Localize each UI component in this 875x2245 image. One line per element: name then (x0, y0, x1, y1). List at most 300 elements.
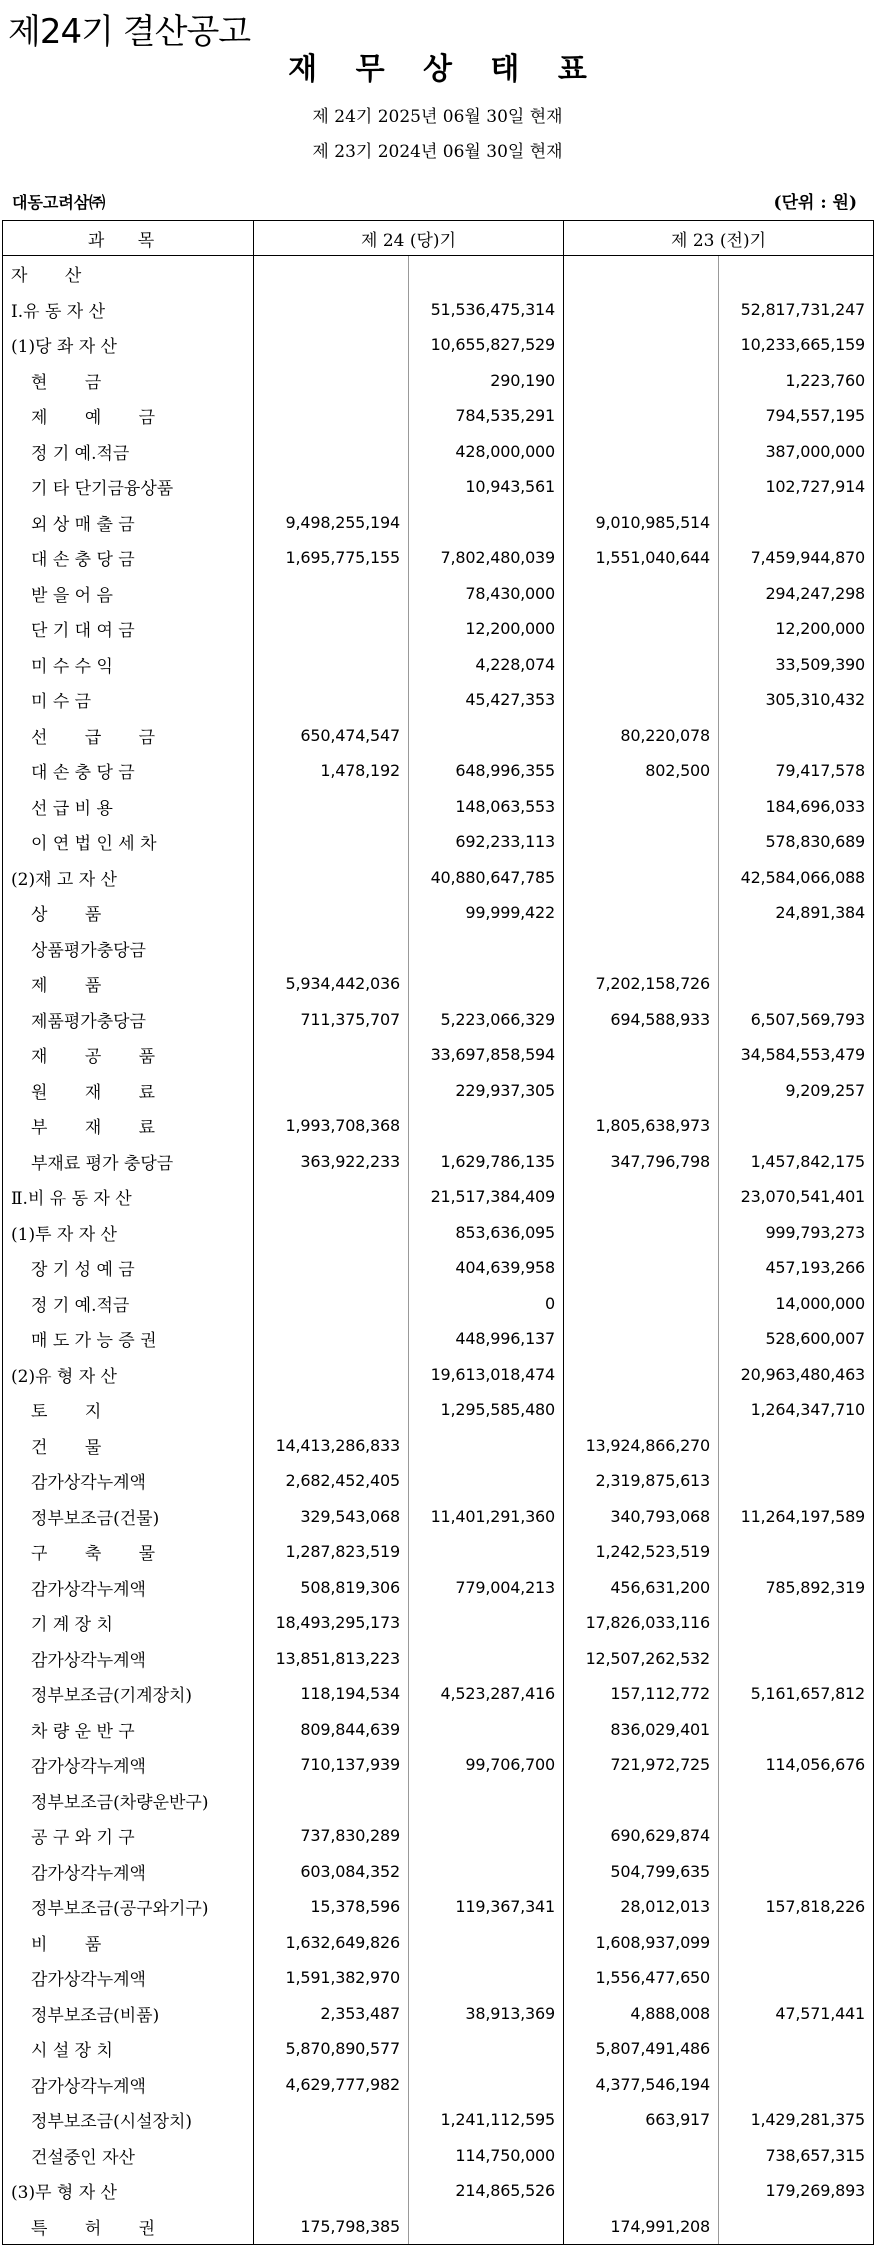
prior-detail-amount (564, 363, 719, 399)
account-label: 선 급 비 용 (31, 798, 113, 819)
table-row (3, 2102, 874, 2138)
prior-total-amount (719, 2209, 874, 2245)
current-detail-amount: 1,478,192 (254, 753, 409, 789)
current-detail-amount (254, 1037, 409, 1073)
current-detail-amount (254, 363, 409, 399)
current-total-amount: 779,004,213 (409, 1570, 564, 1606)
account-name (3, 327, 254, 363)
current-total-amount: 114,750,000 (409, 2138, 564, 2174)
current-total-amount (409, 1712, 564, 1748)
account-name (3, 1818, 254, 1854)
account-label: 정부보조금(비품) (31, 2005, 160, 2026)
current-detail-amount: 710,137,939 (254, 1747, 409, 1783)
current-total-amount: 4,228,074 (409, 647, 564, 683)
current-total-amount (409, 1818, 564, 1854)
current-total-amount: 7,802,480,039 (409, 540, 564, 576)
column-header-account: 과 목 (3, 221, 254, 256)
current-detail-amount: 175,798,385 (254, 2209, 409, 2245)
account-name (3, 1854, 254, 1890)
prior-detail-amount (564, 647, 719, 683)
current-detail-amount (254, 1392, 409, 1428)
account-label: 외 상 매 출 금 (31, 514, 135, 535)
current-total-amount (409, 1960, 564, 1996)
current-detail-amount (254, 895, 409, 931)
prior-detail-amount (564, 292, 719, 328)
table-row (3, 1676, 874, 1712)
account-label: 정부보조금(건물) (31, 1508, 160, 1529)
current-total-amount (409, 2209, 564, 2245)
prior-total-amount: 785,892,319 (719, 1570, 874, 1606)
current-total-amount: 78,430,000 (409, 576, 564, 612)
account-label: 정부보조금(시설장치) (31, 2112, 193, 2133)
prior-detail-amount (564, 611, 719, 647)
account-name (3, 469, 254, 505)
account-name (3, 1783, 254, 1819)
current-detail-amount: 14,413,286,833 (254, 1428, 409, 1464)
prior-total-amount: 457,193,266 (719, 1250, 874, 1286)
current-detail-amount: 15,378,596 (254, 1889, 409, 1925)
account-label: (1)당 좌 자 산 (11, 337, 117, 358)
current-total-amount (409, 1925, 564, 1961)
current-total-amount: 1,629,786,135 (409, 1144, 564, 1180)
account-name (3, 292, 254, 328)
table-row (3, 1179, 874, 1215)
account-label: 감가상각누계액 (31, 2076, 146, 2097)
table-row (3, 1960, 874, 1996)
account-name (3, 2173, 254, 2209)
prior-total-amount (719, 1960, 874, 1996)
current-total-amount: 214,865,526 (409, 2173, 564, 2209)
account-label: 감가상각누계액 (31, 1650, 146, 1671)
current-total-amount: 11,401,291,360 (409, 1499, 564, 1535)
prior-detail-amount: 690,629,874 (564, 1818, 719, 1854)
account-label: 선 급 금 (31, 727, 156, 748)
prior-detail-amount (564, 860, 719, 896)
account-name (3, 1215, 254, 1251)
account-label: 정 기 예.적금 (31, 443, 130, 464)
prior-total-amount (719, 1783, 874, 1819)
table-row (3, 1996, 874, 2032)
prior-detail-amount (564, 434, 719, 470)
table-row (3, 1321, 874, 1357)
prior-total-amount (719, 1605, 874, 1641)
account-name (3, 1321, 254, 1357)
prior-total-amount: 23,070,541,401 (719, 1179, 874, 1215)
table-row (3, 256, 874, 292)
prior-detail-amount (564, 789, 719, 825)
prior-total-amount: 578,830,689 (719, 824, 874, 860)
current-detail-amount (254, 292, 409, 328)
prior-detail-amount (564, 1250, 719, 1286)
current-total-amount: 119,367,341 (409, 1889, 564, 1925)
current-total-amount: 12,200,000 (409, 611, 564, 647)
table-row (3, 505, 874, 541)
company-name: 대동고려삼㈜ (12, 193, 106, 212)
current-detail-amount: 9,498,255,194 (254, 505, 409, 541)
current-total-amount (409, 1534, 564, 1570)
column-header-current: 제 24 (당)기 (254, 221, 564, 256)
current-detail-amount (254, 327, 409, 363)
table-row (3, 1002, 874, 1038)
account-label: 차 량 운 반 구 (31, 1721, 135, 1742)
prior-detail-amount: 174,991,208 (564, 2209, 719, 2245)
table-row (3, 1286, 874, 1322)
prior-total-amount: 114,056,676 (719, 1747, 874, 1783)
account-name (3, 1641, 254, 1677)
table-row (3, 1108, 874, 1144)
current-detail-amount (254, 611, 409, 647)
current-detail-amount (254, 1321, 409, 1357)
account-label: 제품평가충당금 (31, 1011, 146, 1032)
prior-detail-amount: 836,029,401 (564, 1712, 719, 1748)
account-label: 정부보조금(기계장치) (31, 1686, 193, 1707)
account-label: 감가상각누계액 (31, 1970, 146, 1991)
current-total-amount: 290,190 (409, 363, 564, 399)
current-total-amount: 51,536,475,314 (409, 292, 564, 328)
prior-total-amount: 1,223,760 (719, 363, 874, 399)
column-header-prior: 제 23 (전)기 (564, 221, 874, 256)
current-detail-amount (254, 931, 409, 967)
table-row (3, 2067, 874, 2103)
prior-detail-amount: 157,112,772 (564, 1676, 719, 1712)
table-row (3, 1215, 874, 1251)
prior-total-amount (719, 256, 874, 292)
current-detail-amount: 650,474,547 (254, 718, 409, 754)
current-detail-amount (254, 860, 409, 896)
account-name (3, 611, 254, 647)
current-detail-amount: 1,993,708,368 (254, 1108, 409, 1144)
prior-detail-amount: 80,220,078 (564, 718, 719, 754)
account-label: 건설중인 자산 (31, 2147, 135, 2168)
current-detail-amount: 1,695,775,155 (254, 540, 409, 576)
current-detail-amount (254, 1179, 409, 1215)
table-row (3, 1463, 874, 1499)
account-name (3, 1108, 254, 1144)
prior-detail-amount: 1,242,523,519 (564, 1534, 719, 1570)
prior-total-amount: 47,571,441 (719, 1996, 874, 2032)
current-total-amount: 33,697,858,594 (409, 1037, 564, 1073)
prior-total-amount (719, 1818, 874, 1854)
account-label: (2)재 고 자 산 (11, 869, 117, 890)
account-name (3, 363, 254, 399)
current-total-amount (409, 1641, 564, 1677)
account-label: 매 도 가 능 증 권 (31, 1331, 157, 1352)
prior-total-amount: 33,509,390 (719, 647, 874, 683)
current-total-amount (409, 718, 564, 754)
account-label: 자 산 (11, 266, 82, 287)
current-detail-amount: 5,870,890,577 (254, 2031, 409, 2067)
table-row (3, 1641, 874, 1677)
prior-detail-amount (564, 1286, 719, 1322)
current-detail-amount (254, 1250, 409, 1286)
account-label: 감가상각누계액 (31, 1757, 146, 1778)
current-total-amount: 229,937,305 (409, 1073, 564, 1109)
current-total-amount: 428,000,000 (409, 434, 564, 470)
prior-detail-amount: 28,012,013 (564, 1889, 719, 1925)
prior-total-amount (719, 931, 874, 967)
account-name (3, 1747, 254, 1783)
account-label: 재 공 품 (31, 1047, 156, 1068)
prior-total-amount: 999,793,273 (719, 1215, 874, 1251)
account-name (3, 1250, 254, 1286)
prior-detail-amount: 1,608,937,099 (564, 1925, 719, 1961)
table-row (3, 895, 874, 931)
table-row (3, 1570, 874, 1606)
current-total-amount: 648,996,355 (409, 753, 564, 789)
prior-total-amount: 12,200,000 (719, 611, 874, 647)
table-row (3, 1073, 874, 1109)
prior-total-amount: 1,457,842,175 (719, 1144, 874, 1180)
page-title: 제24기 결산공고 (8, 12, 251, 52)
account-name (3, 576, 254, 612)
prior-detail-amount: 17,826,033,116 (564, 1605, 719, 1641)
prior-detail-amount: 694,588,933 (564, 1002, 719, 1038)
prior-detail-amount: 13,924,866,270 (564, 1428, 719, 1464)
account-label: 받 을 어 음 (31, 585, 113, 606)
account-name (3, 398, 254, 434)
period-prior: 제 23기 2024년 06월 30일 현재 (312, 142, 563, 162)
prior-detail-amount (564, 1215, 719, 1251)
account-name (3, 718, 254, 754)
prior-detail-amount (564, 1037, 719, 1073)
account-label: 제 품 (31, 976, 102, 997)
account-label: 이 연 법 인 세 차 (31, 834, 157, 855)
current-detail-amount (254, 2102, 409, 2138)
current-total-amount (409, 931, 564, 967)
prior-total-amount: 1,429,281,375 (719, 2102, 874, 2138)
account-name (3, 540, 254, 576)
prior-detail-amount: 7,202,158,726 (564, 966, 719, 1002)
account-label: 토 지 (31, 1402, 102, 1423)
account-name (3, 895, 254, 931)
account-label: 현 금 (31, 372, 102, 393)
prior-total-amount (719, 966, 874, 1002)
current-total-amount: 0 (409, 1286, 564, 1322)
current-total-amount: 21,517,384,409 (409, 1179, 564, 1215)
current-detail-amount: 737,830,289 (254, 1818, 409, 1854)
account-name (3, 1534, 254, 1570)
current-total-amount: 148,063,553 (409, 789, 564, 825)
current-total-amount (409, 1428, 564, 1464)
current-detail-amount: 2,682,452,405 (254, 1463, 409, 1499)
account-name (3, 789, 254, 825)
current-detail-amount: 13,851,813,223 (254, 1641, 409, 1677)
account-name (3, 1357, 254, 1393)
prior-detail-amount: 721,972,725 (564, 1747, 719, 1783)
prior-total-amount: 11,264,197,589 (719, 1499, 874, 1535)
account-name (3, 1463, 254, 1499)
account-name (3, 1037, 254, 1073)
account-label: 단 기 대 여 금 (31, 621, 135, 642)
current-detail-amount (254, 682, 409, 718)
account-name (3, 1073, 254, 1109)
prior-total-amount (719, 1108, 874, 1144)
table-row (3, 363, 874, 399)
current-total-amount: 40,880,647,785 (409, 860, 564, 896)
account-name (3, 1996, 254, 2032)
prior-detail-amount: 802,500 (564, 753, 719, 789)
prior-total-amount: 794,557,195 (719, 398, 874, 434)
account-label: 시 설 장 치 (31, 2041, 113, 2062)
account-label: 건 물 (31, 1437, 102, 1458)
current-detail-amount: 711,375,707 (254, 1002, 409, 1038)
account-name (3, 1570, 254, 1606)
prior-total-amount: 24,891,384 (719, 895, 874, 931)
table-row (3, 1747, 874, 1783)
prior-detail-amount: 347,796,798 (564, 1144, 719, 1180)
table-row (3, 1925, 874, 1961)
prior-detail-amount: 340,793,068 (564, 1499, 719, 1535)
prior-total-amount (719, 1428, 874, 1464)
prior-detail-amount (564, 1392, 719, 1428)
account-name (3, 1428, 254, 1464)
table-row (3, 931, 874, 967)
account-label: 정부보조금(차량운반구) (31, 1792, 209, 1813)
table-row (3, 469, 874, 505)
current-detail-amount: 118,194,534 (254, 1676, 409, 1712)
prior-total-amount: 34,584,553,479 (719, 1037, 874, 1073)
account-label: (3)무 형 자 산 (11, 2183, 117, 2204)
prior-detail-amount: 4,888,008 (564, 1996, 719, 2032)
prior-detail-amount (564, 1073, 719, 1109)
prior-detail-amount (564, 1179, 719, 1215)
current-total-amount (409, 1854, 564, 1890)
prior-total-amount: 10,233,665,159 (719, 327, 874, 363)
account-name (3, 647, 254, 683)
current-detail-amount (254, 1357, 409, 1393)
prior-total-amount: 20,963,480,463 (719, 1357, 874, 1393)
prior-total-amount (719, 1712, 874, 1748)
current-detail-amount (254, 469, 409, 505)
current-detail-amount (254, 434, 409, 470)
account-name (3, 2031, 254, 2067)
table-row (3, 327, 874, 363)
prior-detail-amount (564, 327, 719, 363)
prior-detail-amount: 663,917 (564, 2102, 719, 2138)
current-detail-amount (254, 647, 409, 683)
table-row (3, 753, 874, 789)
current-total-amount: 45,427,353 (409, 682, 564, 718)
account-name (3, 1676, 254, 1712)
prior-detail-amount: 1,551,040,644 (564, 540, 719, 576)
prior-total-amount (719, 718, 874, 754)
current-detail-amount: 2,353,487 (254, 1996, 409, 2032)
table-row (3, 2031, 874, 2067)
prior-detail-amount: 1,556,477,650 (564, 1960, 719, 1996)
account-label: 공 구 와 기 구 (31, 1828, 135, 1849)
prior-total-amount (719, 1641, 874, 1677)
prior-total-amount (719, 2067, 874, 2103)
account-name (3, 824, 254, 860)
account-name (3, 505, 254, 541)
prior-total-amount: 305,310,432 (719, 682, 874, 718)
account-name (3, 1179, 254, 1215)
prior-detail-amount (564, 1357, 719, 1393)
table-row (3, 434, 874, 470)
current-total-amount (409, 1108, 564, 1144)
current-total-amount (409, 2031, 564, 2067)
prior-detail-amount (564, 824, 719, 860)
table-row (3, 398, 874, 434)
table-row (3, 1889, 874, 1925)
table-row (3, 966, 874, 1002)
prior-total-amount: 6,507,569,793 (719, 1002, 874, 1038)
prior-total-amount (719, 505, 874, 541)
table-row (3, 1037, 874, 1073)
current-detail-amount: 1,287,823,519 (254, 1534, 409, 1570)
account-name (3, 1960, 254, 1996)
table-row (3, 1605, 874, 1641)
current-total-amount: 4,523,287,416 (409, 1676, 564, 1712)
account-label: 부 재 료 (31, 1118, 156, 1139)
account-label: 기 계 장 치 (31, 1615, 113, 1636)
account-name (3, 753, 254, 789)
prior-total-amount: 294,247,298 (719, 576, 874, 612)
current-detail-amount (254, 256, 409, 292)
account-name (3, 931, 254, 967)
account-label: 기 타 단기금융상품 (31, 479, 174, 500)
table-row (3, 611, 874, 647)
current-total-amount (409, 1463, 564, 1499)
unit-label: (단위 : 원) (773, 193, 857, 213)
account-name (3, 1712, 254, 1748)
prior-detail-amount (564, 1321, 719, 1357)
account-label: 상 품 (31, 905, 102, 926)
table-row (3, 824, 874, 860)
account-label: 제 예 금 (31, 408, 156, 429)
current-detail-amount: 4,629,777,982 (254, 2067, 409, 2103)
account-label: 장 기 성 예 금 (31, 1260, 135, 1281)
current-detail-amount (254, 1073, 409, 1109)
account-label: 대 손 충 당 금 (31, 763, 135, 784)
current-total-amount: 1,295,585,480 (409, 1392, 564, 1428)
current-detail-amount: 809,844,639 (254, 1712, 409, 1748)
table-body (3, 256, 874, 2245)
account-name (3, 1925, 254, 1961)
current-total-amount: 448,996,137 (409, 1321, 564, 1357)
account-label: 부재료 평가 충당금 (31, 1153, 174, 1174)
account-label: 미 수 금 (31, 692, 92, 713)
account-name (3, 1392, 254, 1428)
prior-total-amount (719, 1925, 874, 1961)
prior-total-amount: 184,696,033 (719, 789, 874, 825)
current-total-amount: 404,639,958 (409, 1250, 564, 1286)
prior-detail-amount: 12,507,262,532 (564, 1641, 719, 1677)
current-total-amount: 10,943,561 (409, 469, 564, 505)
balance-sheet-table (2, 220, 874, 2245)
prior-detail-amount (564, 2173, 719, 2209)
table-row (3, 576, 874, 612)
table-row (3, 1250, 874, 1286)
account-label: 감가상각누계액 (31, 1579, 146, 1600)
current-detail-amount (254, 576, 409, 612)
prior-detail-amount (564, 931, 719, 967)
prior-total-amount: 5,161,657,812 (719, 1676, 874, 1712)
account-label: 정 기 예.적금 (31, 1295, 130, 1316)
prior-total-amount: 528,600,007 (719, 1321, 874, 1357)
current-total-amount: 99,706,700 (409, 1747, 564, 1783)
prior-detail-amount (564, 1783, 719, 1819)
table-row (3, 540, 874, 576)
prior-total-amount: 387,000,000 (719, 434, 874, 470)
prior-detail-amount: 5,807,491,486 (564, 2031, 719, 2067)
table-row (3, 1712, 874, 1748)
prior-detail-amount: 4,377,546,194 (564, 2067, 719, 2103)
current-detail-amount: 18,493,295,173 (254, 1605, 409, 1641)
current-total-amount: 99,999,422 (409, 895, 564, 931)
current-total-amount (409, 256, 564, 292)
current-total-amount: 853,636,095 (409, 1215, 564, 1251)
